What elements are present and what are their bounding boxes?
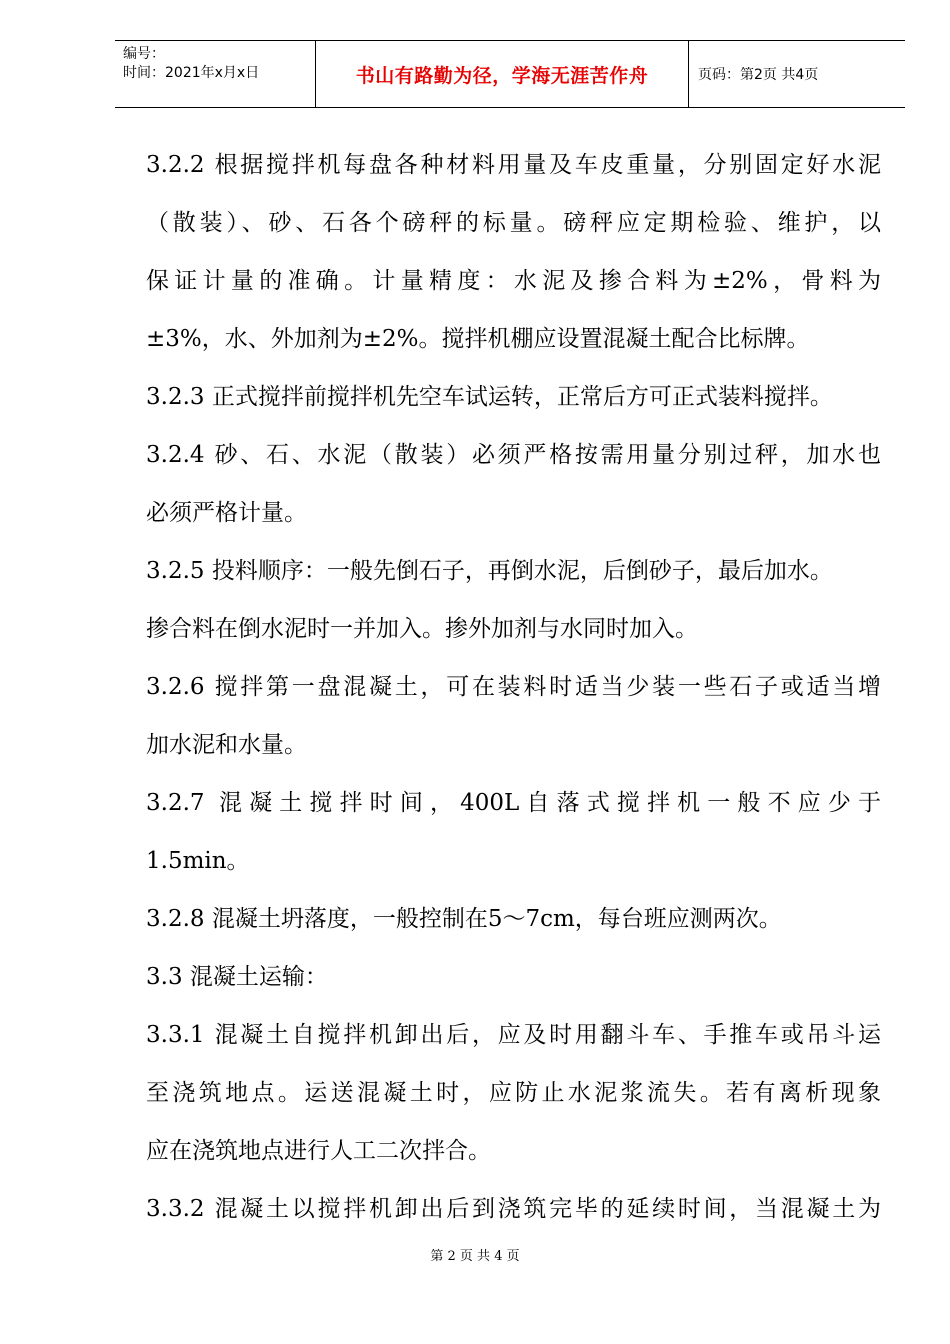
body-line: 应在浇筑地点进行人工二次拌合。: [146, 1138, 491, 1164]
body-line: 3.2.4 砂、石、水泥（散装）必须严格按需用量分别过秤，加水也: [146, 442, 881, 468]
body-line: 3.2.6 搅拌第一盘混凝土，可在装料时适当少装一些石子或适当增: [146, 674, 881, 700]
document-body: [146, 136, 881, 1238]
body-line: 3.3.2 混凝土以搅拌机卸出后到浇筑完毕的延续时间，当混凝土为: [146, 1196, 881, 1222]
document-header: [115, 40, 905, 108]
time-label: 时间：2021年x月x日: [123, 65, 260, 81]
header-meta: [115, 41, 316, 107]
body-line: 3.2.2 根据搅拌机每盘各种材料用量及车皮重量，分别固定好水泥: [146, 152, 881, 178]
body-line: 加水泥和水量。: [146, 732, 307, 758]
body-line: 3.2.5 投料顺序：一般先倒石子，再倒水泥，后倒砂子，最后加水。: [146, 558, 833, 584]
page-footer: 第 2 页 共 4 页: [430, 1249, 520, 1264]
body-line: 必须严格计量。: [146, 500, 307, 526]
header-motto: 书山有路勤为径，学海无涯苦作舟: [316, 41, 689, 107]
body-line: ±3%，水、外加剂为±2%。搅拌机棚应设置混凝土配合比标牌。: [146, 326, 810, 352]
body-line: 保证计量的准确。计量精度：水泥及掺合料为±2%，骨料为: [146, 268, 881, 294]
body-line: 3.2.8 混凝土坍落度，一般控制在5～7cm，每台班应测两次。: [146, 906, 782, 932]
body-line: 掺合料在倒水泥时一并加入。掺外加剂与水同时加入。: [146, 616, 698, 642]
header-page-label: 页码：第2页 共4页: [698, 67, 819, 83]
body-line: 3.3 混凝土运输：: [146, 964, 328, 990]
body-line: 3.2.7 混凝土搅拌时间，400L自落式搅拌机一般不应少于: [146, 790, 881, 816]
number-label: 编号：: [123, 46, 165, 62]
body-line: 3.2.3 正式搅拌前搅拌机先空车试运转，正常后方可正式装料搅拌。: [146, 384, 833, 410]
body-line: 3.3.1 混凝土自搅拌机卸出后，应及时用翻斗车、手推车或吊斗运: [146, 1022, 881, 1048]
body-line: 至浇筑地点。运送混凝土时，应防止水泥浆流失。若有离析现象: [146, 1080, 881, 1106]
body-line: 1.5min。: [146, 848, 250, 874]
body-line: （散装）、砂、石各个磅秤的标量。磅秤应定期检验、维护，以: [146, 210, 881, 236]
